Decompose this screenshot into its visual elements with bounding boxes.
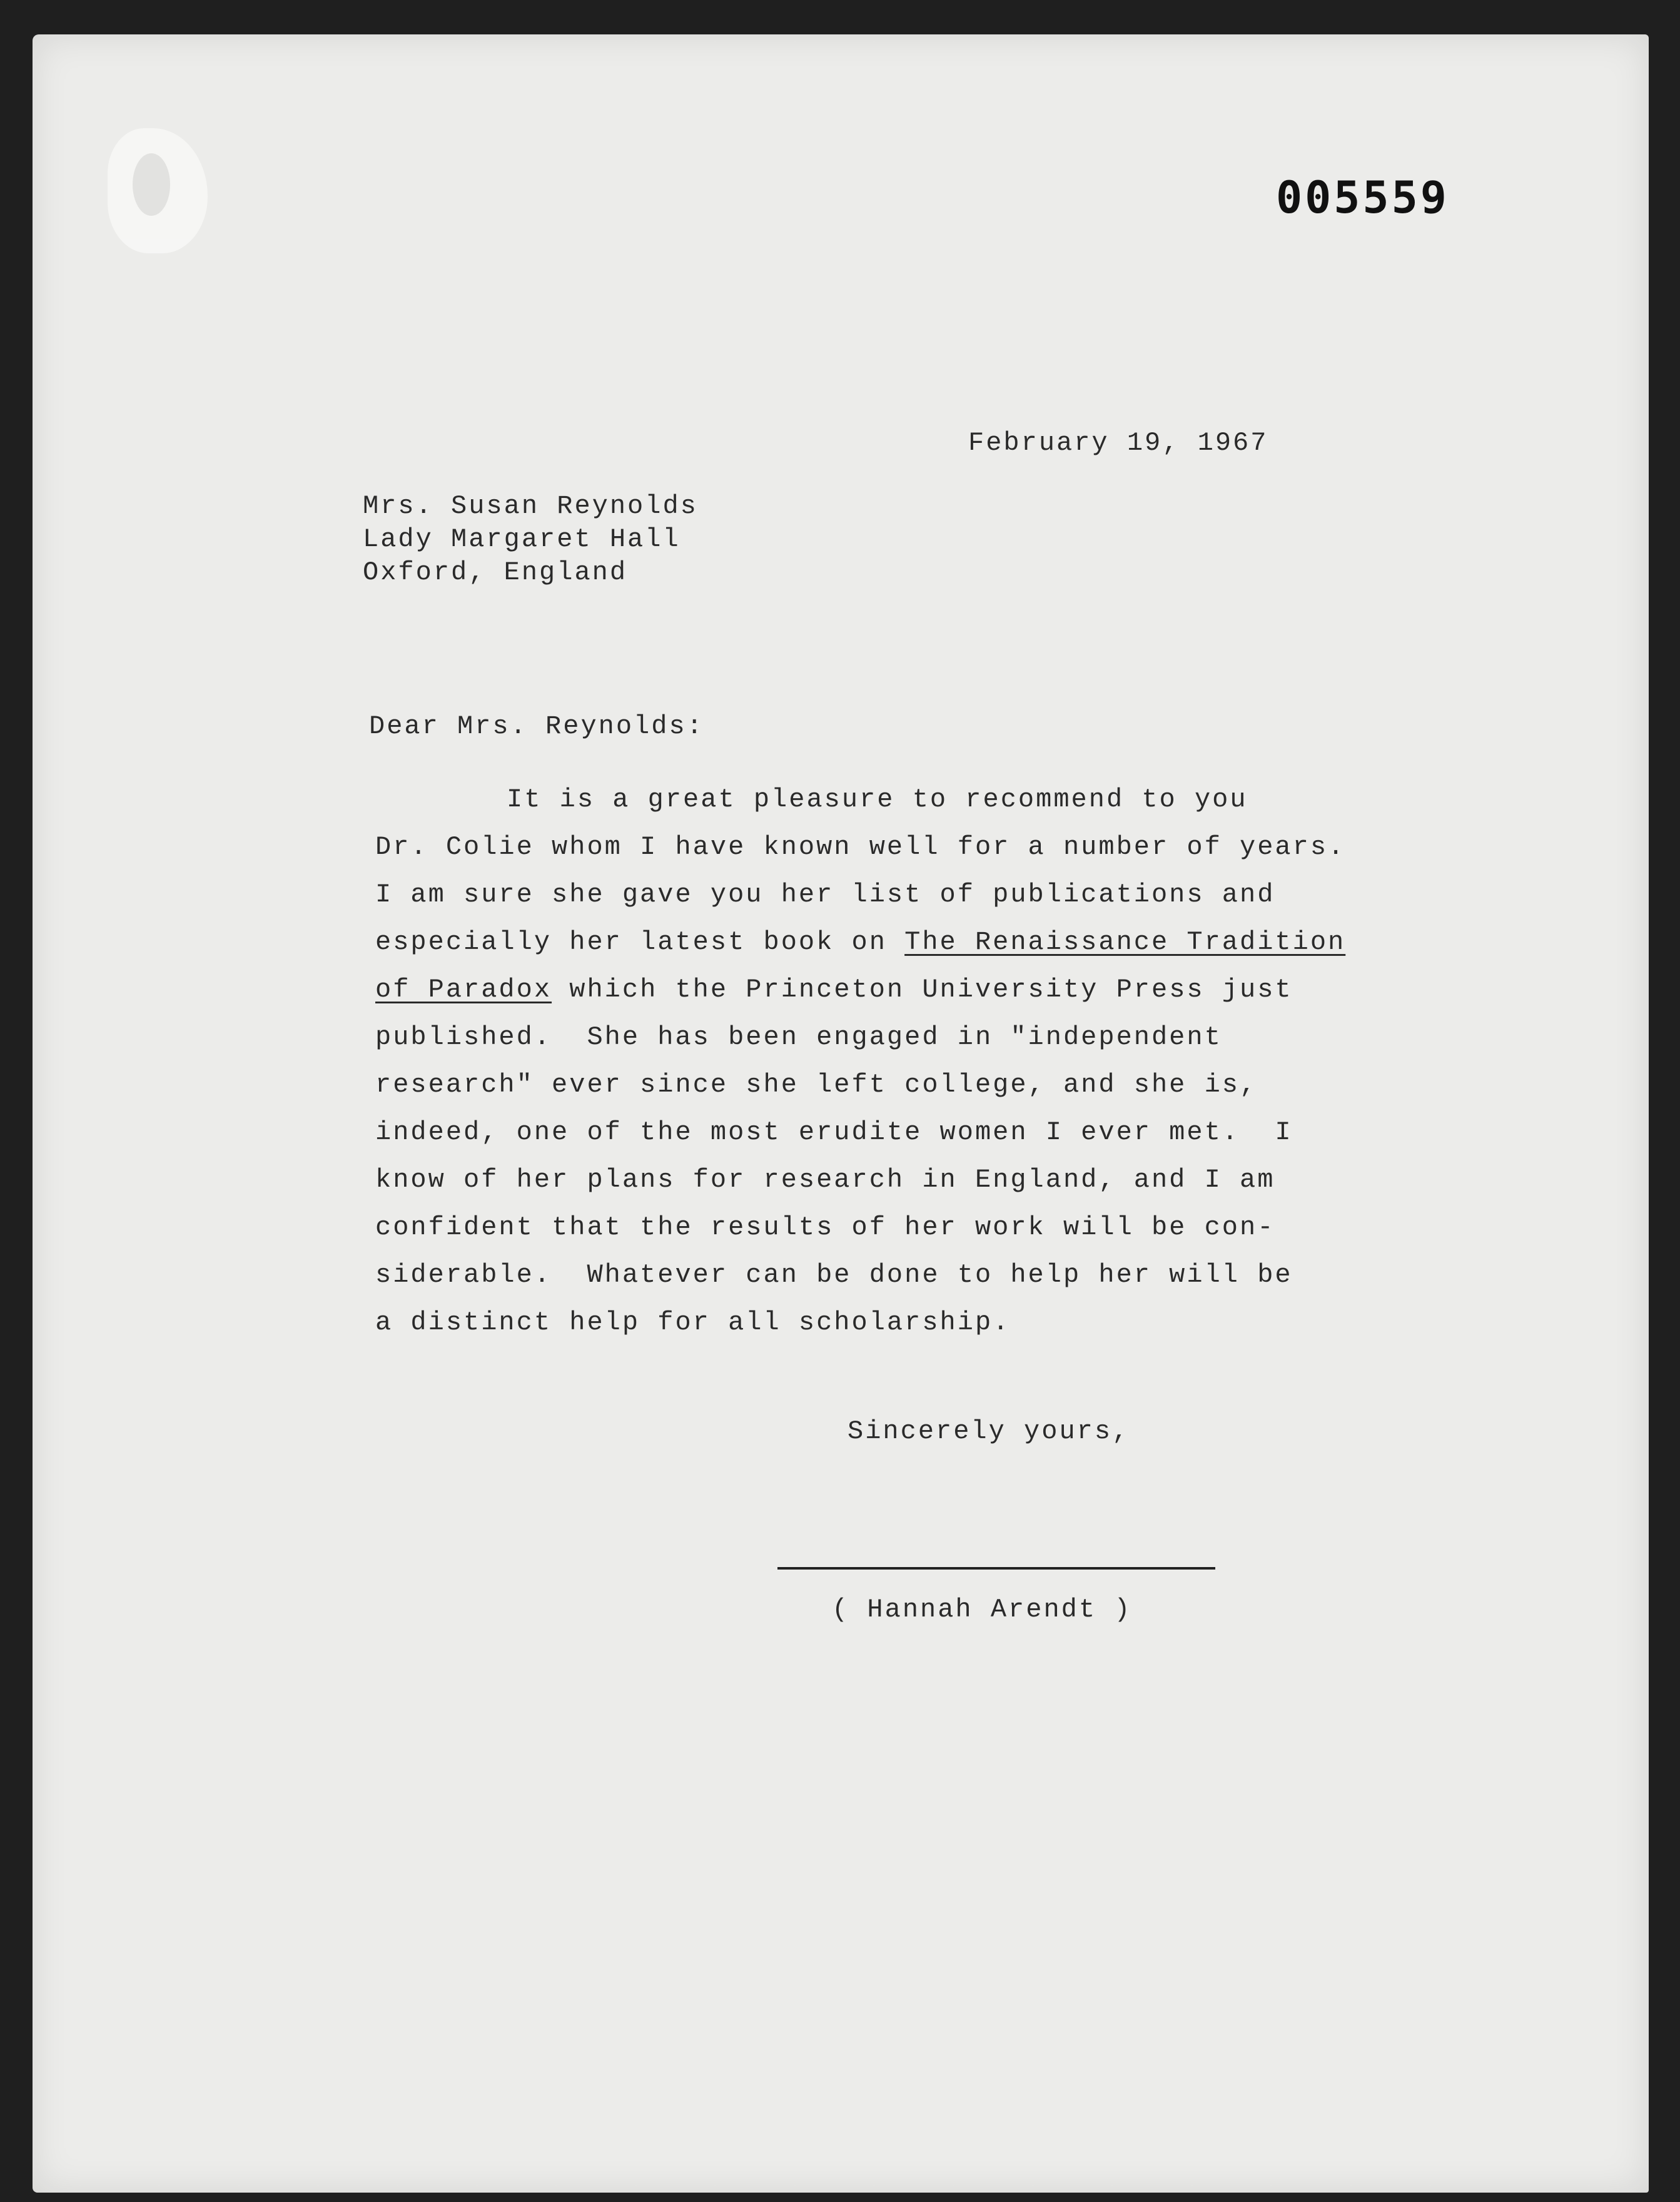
paper-tear-mark [108, 128, 208, 253]
body-line [375, 966, 1345, 1013]
recipient-institution: Lady Margaret Hall [363, 524, 681, 554]
signature-line [777, 1567, 1215, 1570]
recipient-address [363, 490, 698, 589]
recipient-location: Oxford, England [363, 557, 628, 587]
body-line: a distinct help for all scholarship. [375, 1307, 1011, 1337]
body-line: It is a great pleasure to recommend to you [507, 784, 1248, 814]
body-line [375, 918, 1345, 966]
recipient-name: Mrs. Susan Reynolds [363, 491, 698, 521]
closing: Sincerely yours, [848, 1416, 1130, 1446]
body-line-text: especially her latest book on [375, 927, 905, 957]
salutation: Dear Mrs. Reynolds: [369, 711, 704, 741]
archive-stamp-number: 005559 [1276, 172, 1449, 223]
body-line: confident that the results of her work will be con- [375, 1212, 1275, 1242]
body-line: indeed, one of the most erudite women I ever met. I [375, 1117, 1293, 1147]
book-title-part-2: of Paradox [375, 975, 552, 1005]
body-line: siderable. Whatever can be done to help her will be [375, 1260, 1293, 1290]
body-line: published. She has been engaged in "independent [375, 1022, 1222, 1052]
paper-tear-shadow [133, 153, 170, 216]
book-title-part-1: The Renaissance Tradition [904, 927, 1346, 957]
letter-body [375, 776, 1345, 1346]
body-line: I am sure she gave you her list of publications and [375, 880, 1275, 910]
body-line-text: which the Princeton University Press just [552, 975, 1293, 1005]
signature-name: ( Hannah Arendt ) [832, 1595, 1132, 1625]
body-line: know of her plans for research in England, and I am [375, 1165, 1275, 1195]
body-line: Dr. Colie whom I have known well for a number of years. [375, 832, 1346, 862]
letter-date: February 19, 1967 [968, 428, 1268, 458]
body-line: research" ever since she left college, and she is, [375, 1070, 1258, 1100]
